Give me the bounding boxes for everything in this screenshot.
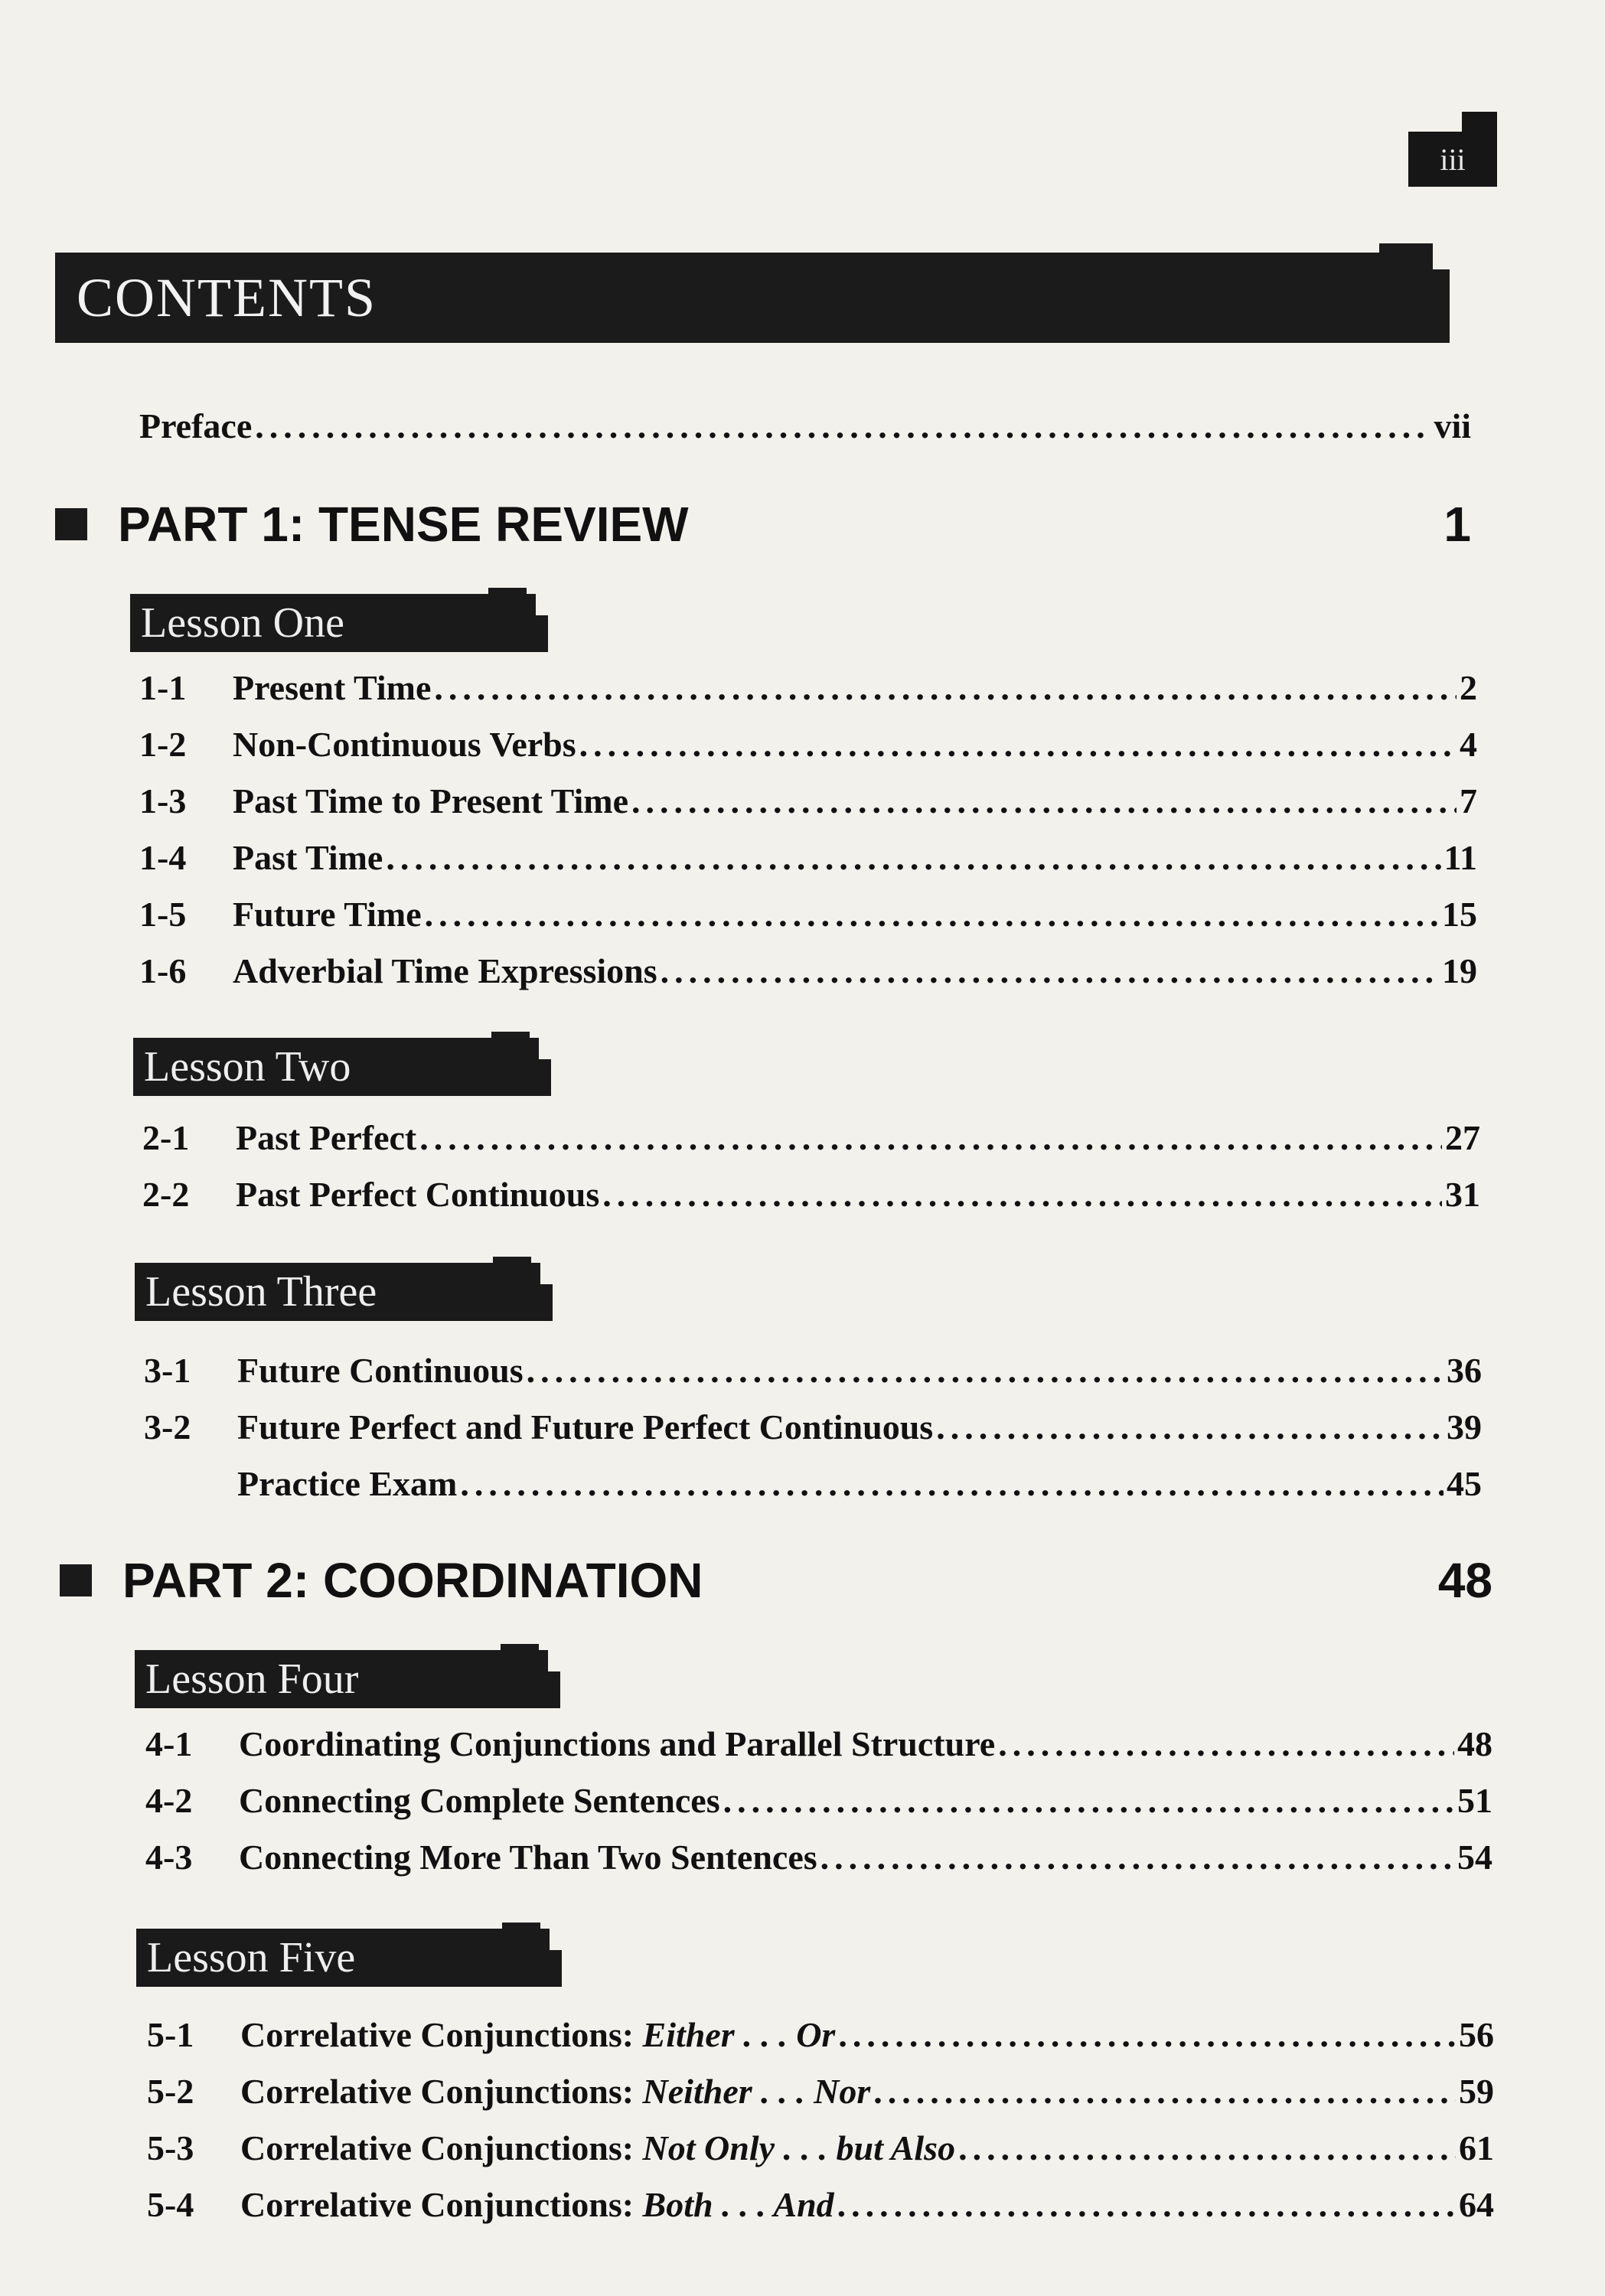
- square-bullet-icon: [55, 508, 87, 540]
- heading-tab-decoration: [1404, 269, 1450, 343]
- entry-page: 39: [1447, 1407, 1482, 1446]
- entry-title: Preface: [139, 406, 253, 445]
- entry-title: [240, 2071, 870, 2112]
- page-number: iii: [1408, 132, 1497, 187]
- dot-leader: [820, 1837, 1454, 1877]
- entry-number: 1-4: [139, 838, 187, 877]
- entry-page: 19: [1442, 951, 1477, 990]
- entry-page: 45: [1447, 1464, 1482, 1503]
- toc-entry[interactable]: [147, 2184, 1494, 2225]
- entry-title: Future Time: [233, 895, 422, 934]
- entry-page: vii: [1434, 406, 1471, 445]
- contents-title: CONTENTS: [77, 266, 377, 328]
- entry-number: 5-4: [147, 2185, 194, 2224]
- square-bullet-icon: [60, 1564, 92, 1596]
- entry-page: 7: [1460, 781, 1477, 820]
- entry-title: Coordinating Conjunctions and Parallel Structure: [239, 1724, 996, 1763]
- entry-title-prefix: Correlative Conjunctions:: [240, 2015, 643, 2054]
- toc-entry[interactable]: [144, 1350, 1482, 1391]
- entry-title-prefix: Correlative Conjunctions:: [240, 2128, 643, 2167]
- dot-leader: [255, 406, 1430, 446]
- entry-number: 1-1: [139, 668, 187, 707]
- toc-entry-preface[interactable]: [139, 406, 1471, 446]
- toc-entry[interactable]: [142, 1117, 1480, 1158]
- dot-leader: [998, 1724, 1454, 1764]
- entry-title: Future Continuous: [237, 1351, 524, 1390]
- entry-number: 3-1: [144, 1351, 191, 1390]
- entry-page: 61: [1459, 2128, 1494, 2167]
- dot-leader: [661, 951, 1439, 991]
- lesson-label: [135, 1650, 548, 1708]
- toc-entry[interactable]: [147, 2071, 1494, 2112]
- toc-entry[interactable]: [147, 2014, 1494, 2055]
- lesson-label-text: Lesson Four: [145, 1655, 359, 1703]
- dot-leader: [958, 2128, 1456, 2168]
- entry-title: Connecting More Than Two Sentences: [239, 1838, 817, 1877]
- entry-title: Connecting Complete Sentences: [239, 1781, 720, 1820]
- toc-entry[interactable]: [147, 2128, 1494, 2168]
- dot-leader: [723, 1780, 1454, 1821]
- lesson-label: [136, 1929, 550, 1987]
- entry-title: Past Perfect Continuous: [236, 1175, 600, 1214]
- dot-leader: [527, 1350, 1444, 1391]
- dot-leader: [419, 1117, 1442, 1158]
- entry-title-prefix: Correlative Conjunctions:: [240, 2072, 643, 2111]
- toc-entry[interactable]: [144, 1407, 1482, 1447]
- entry-title: Past Time: [233, 838, 383, 877]
- entry-title-italic: Not Only . . . but Also: [642, 2128, 956, 2167]
- entry-title: [240, 2014, 835, 2055]
- toc-entry-practice-exam[interactable]: [144, 1463, 1482, 1504]
- entry-page: 4: [1460, 725, 1477, 764]
- part-title: PART 1: TENSE REVIEW: [118, 497, 689, 552]
- entry-page: 59: [1459, 2072, 1494, 2111]
- part-page: 48: [1437, 1553, 1492, 1608]
- toc-entry[interactable]: [145, 1780, 1492, 1821]
- dot-leader: [936, 1407, 1444, 1447]
- entry-page: 64: [1459, 2185, 1494, 2224]
- entry-title: Past Time to Present Time: [233, 781, 629, 820]
- entry-title: Adverbial Time Expressions: [233, 951, 657, 990]
- entry-number: 4-1: [145, 1724, 193, 1763]
- toc-entry[interactable]: [145, 1837, 1492, 1877]
- lesson-label: [130, 594, 536, 652]
- entry-title: [240, 2128, 955, 2168]
- entry-number: 1-6: [139, 951, 187, 990]
- toc-entry[interactable]: [139, 837, 1477, 878]
- lesson-label: [135, 1263, 540, 1321]
- toc-entry[interactable]: [145, 1724, 1492, 1764]
- dot-leader: [838, 2014, 1456, 2055]
- lesson-label-text: Lesson Three: [145, 1268, 377, 1316]
- entry-number: 1-5: [139, 895, 187, 934]
- entry-title-italic: Both . . . And: [642, 2185, 834, 2224]
- dot-leader: [434, 667, 1457, 708]
- entry-title-italic: Neither . . . Nor: [642, 2072, 871, 2111]
- entry-number: 5-2: [147, 2072, 194, 2111]
- entry-page: 27: [1445, 1118, 1480, 1157]
- entry-page: 36: [1447, 1351, 1482, 1390]
- toc-entry[interactable]: [139, 667, 1477, 708]
- entry-title-italic: Either . . . Or: [642, 2015, 836, 2054]
- entry-title: Practice Exam: [237, 1464, 458, 1503]
- entry-page: 51: [1457, 1781, 1492, 1820]
- entry-title: Past Perfect: [236, 1118, 417, 1157]
- part-heading[interactable]: [60, 1552, 1492, 1609]
- part-page: 1: [1444, 497, 1471, 552]
- entry-number: 1-2: [139, 725, 187, 764]
- part-heading[interactable]: [55, 496, 1471, 553]
- entry-page: 31: [1445, 1175, 1480, 1214]
- entry-title-prefix: Correlative Conjunctions:: [240, 2185, 643, 2224]
- entry-page: 54: [1457, 1838, 1492, 1877]
- entry-number: 2-1: [142, 1118, 190, 1157]
- toc-entry[interactable]: [142, 1174, 1480, 1215]
- entry-page: 56: [1459, 2015, 1494, 2054]
- part-title: PART 2: COORDINATION: [122, 1553, 703, 1608]
- heading-tab-decoration: [1379, 243, 1433, 266]
- entry-page: 2: [1460, 668, 1477, 707]
- dot-leader: [460, 1463, 1444, 1504]
- toc-entry[interactable]: [139, 951, 1477, 991]
- contents-heading: [55, 253, 1433, 343]
- dot-leader: [386, 837, 1440, 878]
- entry-number: 1-3: [139, 781, 187, 820]
- dot-leader: [873, 2071, 1456, 2112]
- toc-entry[interactable]: [139, 724, 1477, 765]
- entry-number: 2-2: [142, 1175, 190, 1214]
- entry-page: 48: [1457, 1724, 1492, 1763]
- dot-leader: [631, 781, 1457, 821]
- entry-number: 4-2: [145, 1781, 193, 1820]
- toc-entry[interactable]: [139, 894, 1477, 934]
- entry-title: [240, 2184, 834, 2225]
- entry-title: Future Perfect and Future Perfect Continuous: [237, 1407, 934, 1446]
- dot-leader: [579, 724, 1457, 765]
- entry-number: 5-1: [147, 2015, 194, 2054]
- dot-leader: [602, 1174, 1442, 1215]
- entry-number: 4-3: [145, 1838, 193, 1877]
- toc-entry[interactable]: [139, 781, 1477, 821]
- entry-page: 11: [1444, 838, 1477, 877]
- entry-title: Present Time: [233, 668, 432, 707]
- lesson-label-text: Lesson One: [141, 599, 344, 647]
- entry-number: 5-3: [147, 2128, 194, 2167]
- lesson-label-text: Lesson Two: [144, 1043, 351, 1091]
- entry-page: 15: [1442, 895, 1477, 934]
- dot-leader: [837, 2184, 1456, 2225]
- lesson-label: [133, 1038, 539, 1096]
- lesson-label-text: Lesson Five: [147, 1934, 356, 1981]
- entry-number: 3-2: [144, 1407, 191, 1446]
- dot-leader: [425, 894, 1439, 934]
- entry-title: Non-Continuous Verbs: [233, 725, 576, 764]
